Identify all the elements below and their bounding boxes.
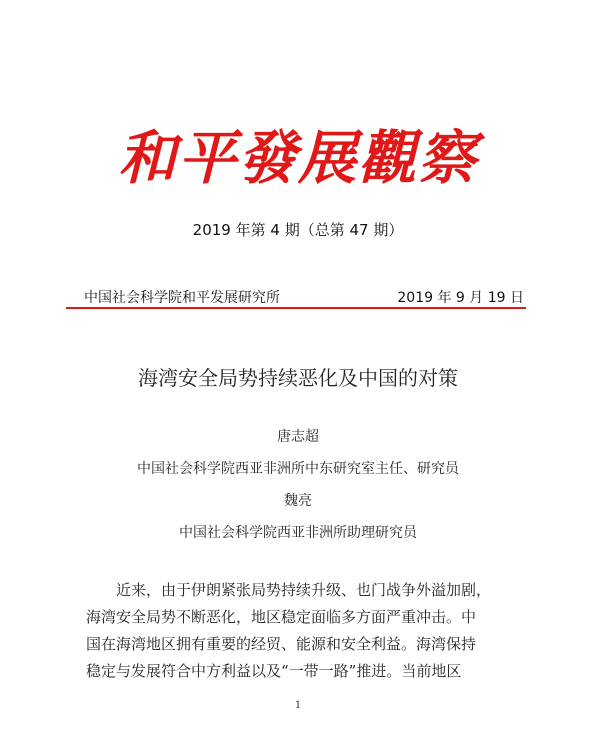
body-line: 稳定与发展符合中方利益以及“一带一路”推进。当前地区 bbox=[86, 662, 462, 680]
author-affiliation: 中国社会科学院西亚非洲所中东研究室主任、研究员 bbox=[137, 461, 459, 477]
institute-name: 中国社会科学院和平发展研究所 bbox=[84, 290, 280, 306]
article-title: 海湾安全局势持续恶化及中国的对策 bbox=[138, 366, 458, 390]
body-line: 国在海湾地区拥有重要的经贸、能源和安全利益。海湾保持 bbox=[86, 635, 477, 653]
issue-number: 2019 年第 4 期（总第 47 期） bbox=[192, 221, 404, 239]
body-line: 近来，由于伊朗紧张局势持续升级、也门战争外溢加剧， bbox=[86, 581, 492, 599]
author-name: 唐志超 bbox=[277, 429, 319, 445]
author-name: 魏亮 bbox=[284, 493, 312, 509]
author-affiliation: 中国社会科学院西亚非洲所助理研究员 bbox=[179, 525, 417, 541]
header-divider bbox=[66, 307, 526, 309]
publication-meta bbox=[84, 287, 524, 307]
body-paragraph bbox=[86, 577, 516, 685]
publication-date: 2019 年 9 月 19 日 bbox=[397, 290, 524, 306]
masthead-title: 和平發展觀察 bbox=[117, 124, 478, 192]
page-number: 1 bbox=[294, 700, 302, 711]
body-line: 海湾安全局势不断恶化，地区稳定面临多方面严重冲击。中 bbox=[86, 608, 477, 626]
